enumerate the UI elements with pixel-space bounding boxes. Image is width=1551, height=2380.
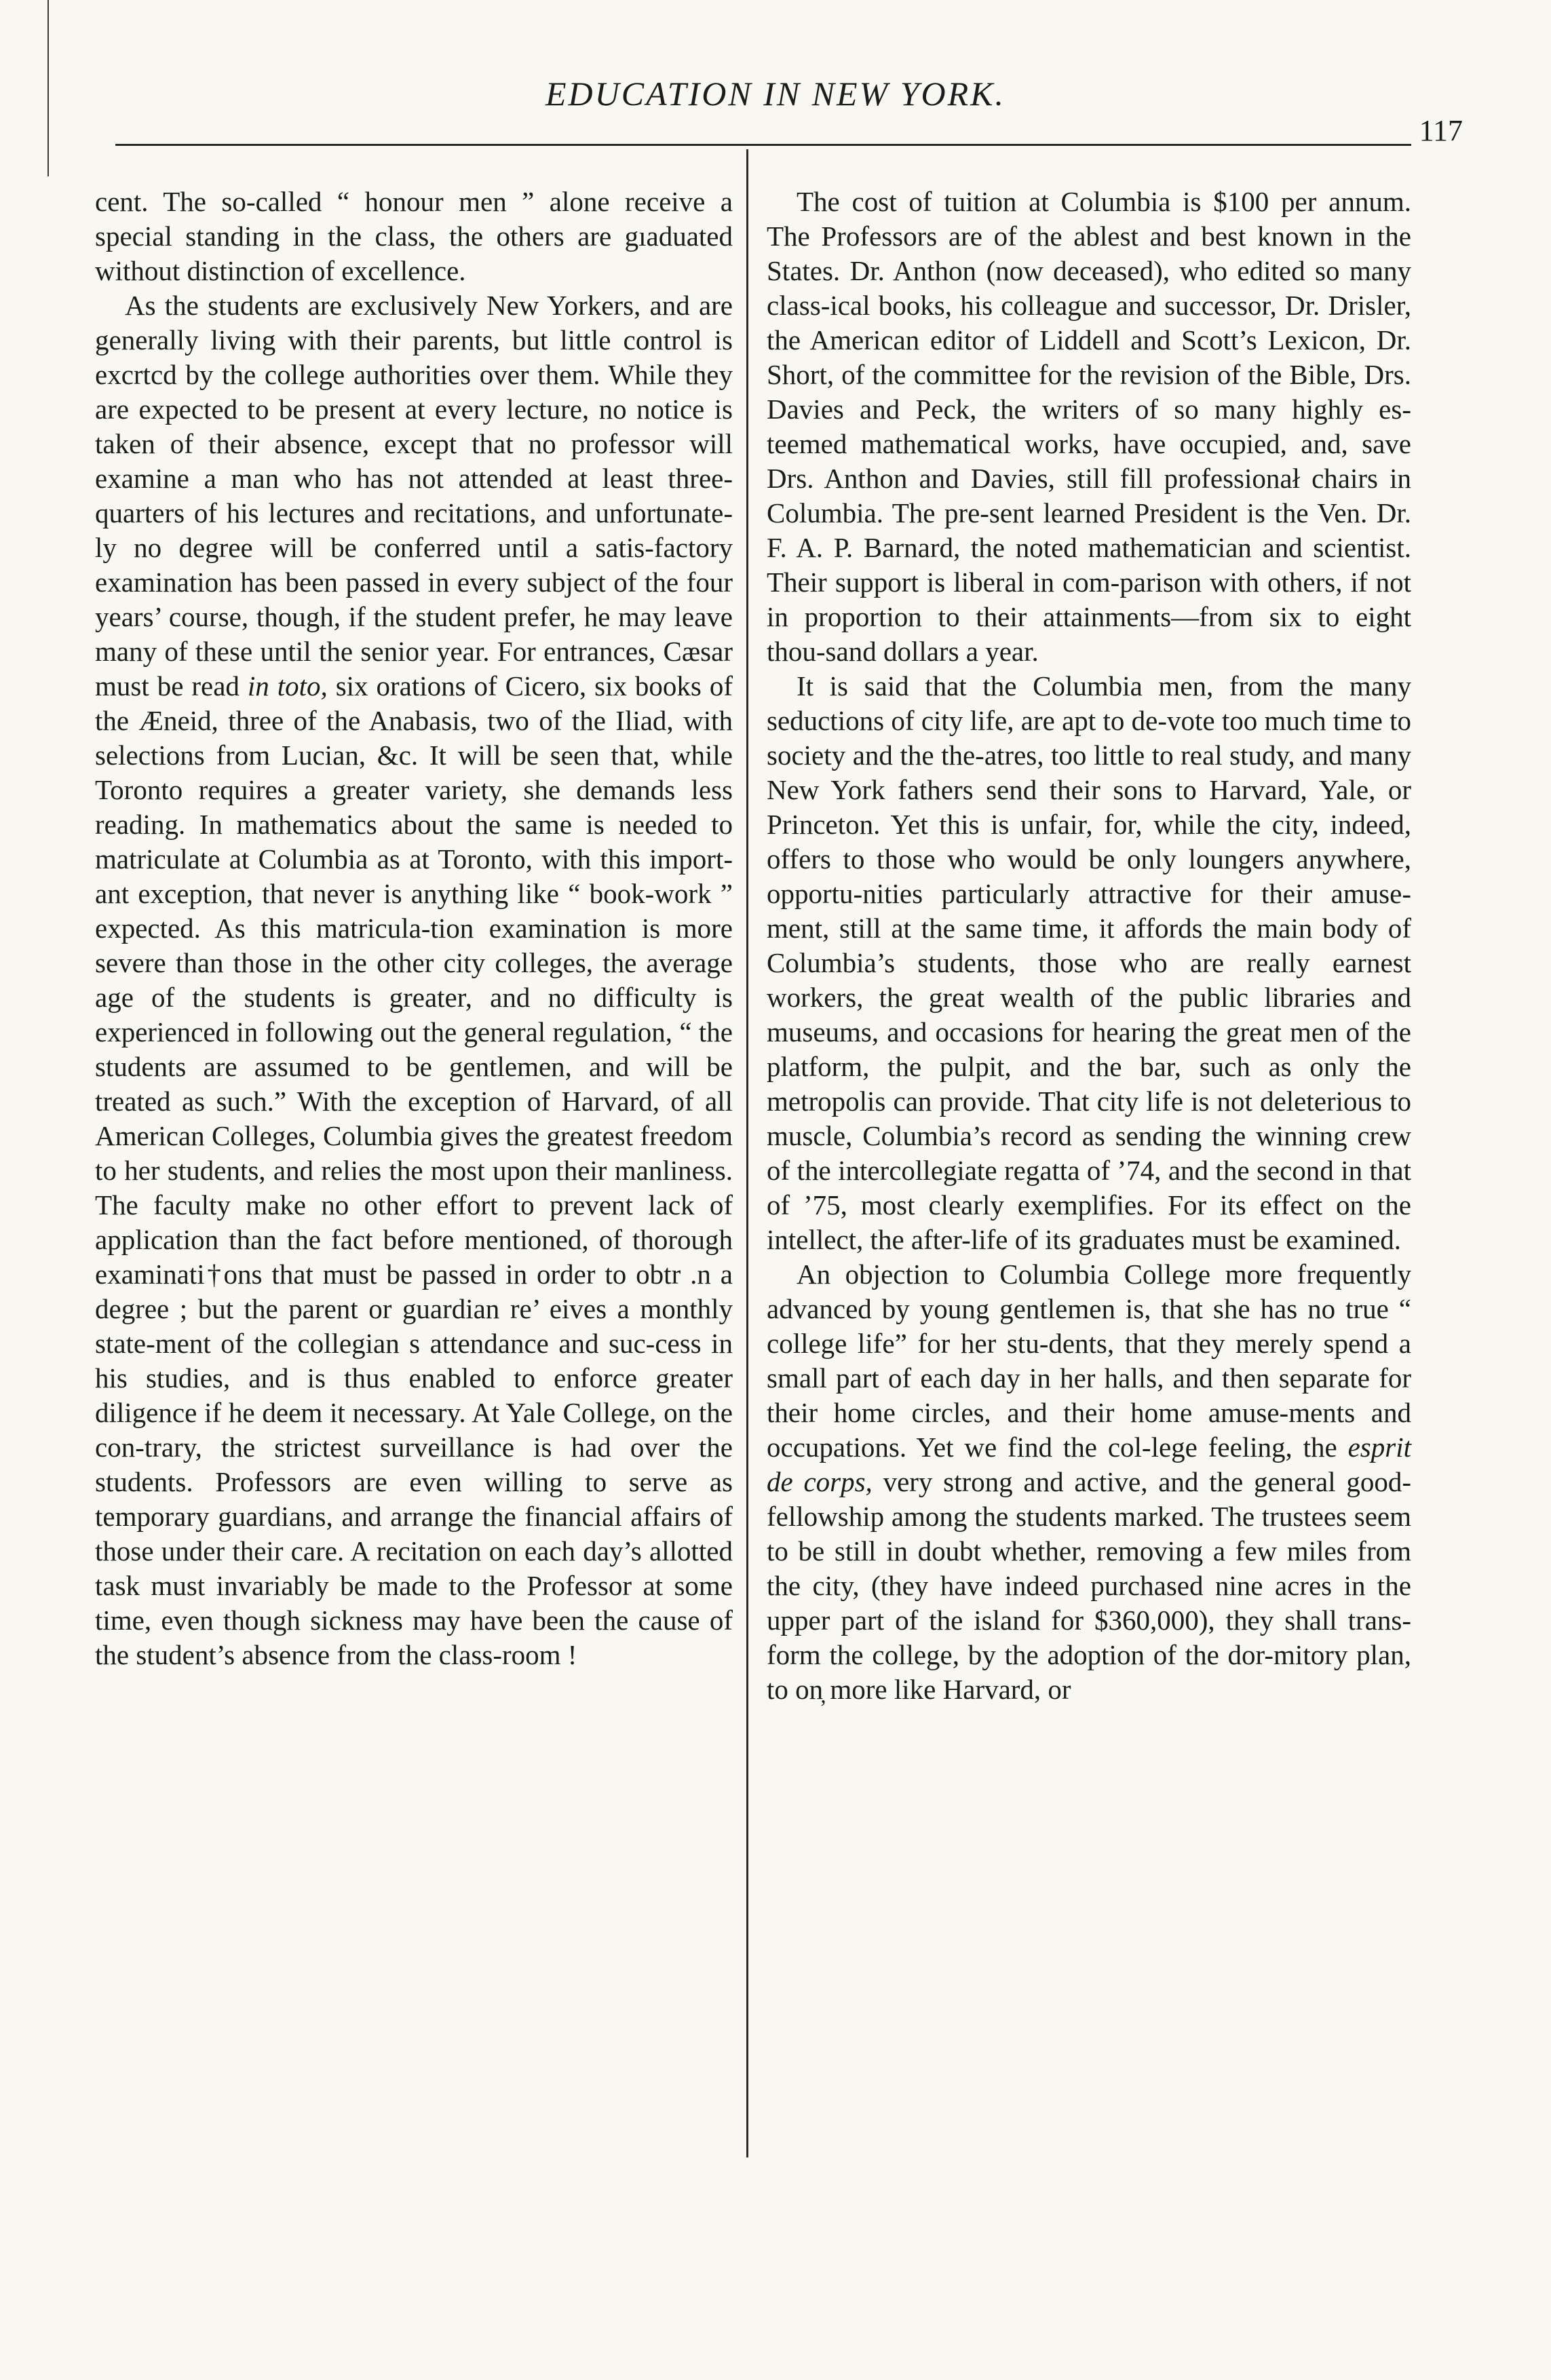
left-paragraph-2 [95,288,733,1672]
left-paragraph-1: cent. The so-called “ honour men ” alone receive a special standing in the class, the others are gıaduated without distinction of excellence. [95,186,733,286]
right-paragraph-3-text: An objection to Columbia College more frequently advanced by young gentlemen is, that she has no true “ college life” for her stu-dents, that they merely spend a small part of each day in her halls, and then separate for their home circles, and their home amuse-ments and occupations. Yet we find the col-lege feeling, the [767,1259,1411,1463]
right-paragraph-2: It is said that the Columbia men, from the many seductions of city life, are apt to de-vote too much time to society and the the-atres, too little to real study, and many New York fathers send their sons to Harvard, Yale, or Princeton. Yet this is unfair, for, while the city, indeed, offers to those who would be only loungers anywhere, opportu-nities particularly attractive for their amuse-ment, still at the same time, it affords the main body of Columbia’s students, those who are really earnest workers, the great wealth of the public libraries and museums, and occasions for hearing the great men of the platform, the pulpit, and the bar, such as only the metropolis can provide. That city life is not deleterious to muscle, Columbia’s record as sending the winning crew of the intercollegiate regatta of ’74, and the second in that of ’75, most clearly exemplifies. For its effect on the intellect, the after-life of its graduates must be examined. [767,670,1411,1255]
right-paragraph-3 [767,1257,1411,1707]
column-divider [746,149,748,2157]
left-paragraph-2-italic: in toto, [247,670,328,702]
right-paragraph-1: The cost of tuition at Columbia is $100 per annum. The Professors are of the ablest and best known in the States. Dr. Anthon (now deceased), who edited so many class-ical books, his colleague and successor, Dr. Drisler, the American editor of Liddell and Scott’s Lexicon, Dr. Short, of the committee for the revision of the Bible, Drs. Davies and Peck, the writers of so many highly es-teemed mathematical works, have occupied, and, save Drs. Anthon and Davies, still fill professionał chairs in Columbia. The pre-sent learned President is the Ven. Dr. F. A. P. Barnard, the noted mathematician and scientist. Their support is liberal in com-parison with others, if not in proportion to their attainments—from six to eight thou-sand dollars a year. [767,186,1411,667]
page-number: 117 [1419,114,1463,147]
left-column [95,185,733,1672]
left-paragraph-2-text: As the students are exclusively New Yorkers, and are generally living with their parents, but little control is excrtcd by the college authorities over them. While they are expected to be present at every lecture, no notice is taken of their absence, except that no professor will examine a man who has not attended at least three-quarters of his lectures and recitations, and unfortunate-ly no degree will be conferred until a satis-factory examination has been passed in every subject of the four years’ course, though, if the student prefer, he may leave many of these until the senior year. For entrances, Cæsar must be read [95,290,733,702]
header-rule [115,144,1411,146]
running-header-title: EDUCATION IN NEW YORK. [545,75,1006,113]
left-paragraph-2-rest: six orations of Cicero, six books of the Æneid, three of the Anabasis, two of the Iliad, with selections from Lucian, &c. It will be seen that, while Toronto requires a greater variety, she demands less reading. In mathematics about the same is needed to matriculate at Columbia as at Toronto, with this import-ant exception, that never is anything like “ book-work ” expected. As this matricula-tion examination is more severe than those in the other city colleges, the average age of the students is greater, and no difficulty is experienced in following out the general regulation, “ the students are assumed to be gentlemen, and will be treated as such.” With the exception of Harvard, of all American Colleges, Columbia gives the greatest freedom to her students, and relies the most upon their manliness. The faculty make no other effort to prevent lack of application than the fact before mentioned, of thorough examinati†ons that must be passed in order to obtr .n a degree ; but the parent or guardian re’ еives a monthly state-ment of the collegian s attendance and suc-cess in his studies, and is thus enabled to enforce greater diligence if he deem it necessary. At Yale College, on the con-trary, the strictest surveillance is had over the students. Professors are even willing to serve as temporary guardians, and arrange the financial affairs of those under their care. A recitation on each day’s allotted task must invariably be made to the Professor at some time, even though sickness may have been the cause of the student’s absence from the class-room ! [95,670,733,1670]
right-paragraph-3-italic: esprit de corps, [767,1432,1412,1497]
right-paragraph-3-rest: very strong and active, and the general good-fellowship among the students marked. The trustees seem to be still in doubt whether, removing a few miles from the city, (they have indeed purchased nine acres in the upper part of the island for $360,000), they shall trans-form the college, by the adoption of the dor-mitory plan, to on̦ more like Harvard, or [767,1466,1412,1705]
right-column [767,185,1411,1707]
